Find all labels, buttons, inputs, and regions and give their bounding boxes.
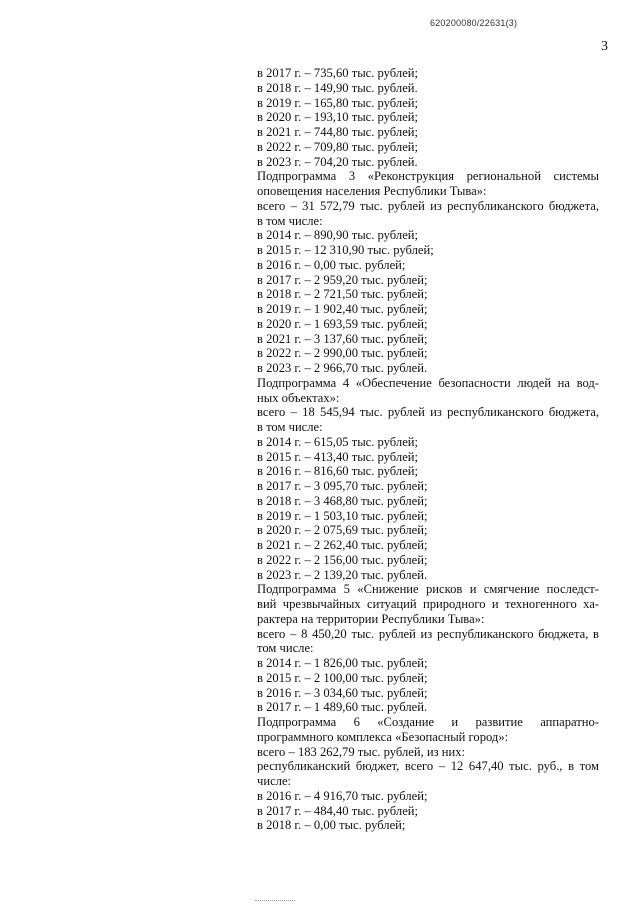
- text-line: в 2022 г. – 709,80 тыс. рублей;: [257, 139, 419, 154]
- text-line: в 2019 г. – 165,80 тыс. рублей;: [257, 95, 419, 110]
- text-line: в 2017 г. – 1 489,60 тыс. рублей.: [257, 700, 428, 715]
- text-line: в 2015 г. – 12 310,90 тыс. рублей;: [257, 243, 434, 257]
- text-line: в 2018 г. – 2 721,50 тыс. рублей;: [257, 287, 428, 302]
- text-line: в 2017 г. – 484,40 тыс. рублей;: [257, 803, 419, 818]
- text-line: Подпрограмма 3 «Реконструкция региональной системы: [257, 169, 599, 184]
- text-line: в 2016 г. – 4 916,70 тыс. рублей;: [257, 788, 428, 803]
- text-line: рактера на территории Республики Тыва»:: [257, 611, 485, 626]
- text-line: всего – 18 545,94 тыс. рублей из республиканского бюджета,: [257, 405, 599, 420]
- text-line: вий чрезвычайных ситуаций природного и техногенного ха-: [257, 597, 599, 611]
- footer-divider: [255, 900, 295, 905]
- text-line: в 2021 г. – 2 262,40 тыс. рублей;: [257, 538, 428, 552]
- text-line: в 2018 г. – 0,00 тыс. рублей;: [257, 818, 406, 833]
- text-line: республиканский бюджет, всего – 12 647,40 тыс. руб., в том: [257, 759, 599, 774]
- document-body: [257, 66, 599, 833]
- text-line: ных объектах»:: [257, 390, 340, 405]
- text-line: в 2016 г. – 0,00 тыс. рублей;: [257, 257, 406, 272]
- text-line: числе:: [257, 774, 292, 788]
- text-line: Подпрограмма 5 «Снижение рисков и смягчение последст-: [257, 582, 599, 597]
- text-line: в 2016 г. – 816,60 тыс. рублей;: [257, 464, 419, 479]
- text-line: в 2021 г. – 3 137,60 тыс. рублей;: [257, 331, 428, 346]
- text-line: всего – 8 450,20 тыс. рублей из республиканского бюджета, в: [257, 626, 599, 641]
- text-line: в 2020 г. – 2 075,69 тыс. рублей;: [257, 523, 428, 538]
- text-line: всего – 183 262,79 тыс. рублей, из них:: [257, 744, 466, 759]
- text-line: в 2022 г. – 2 990,00 тыс. рублей;: [257, 346, 428, 361]
- text-line: в 2014 г. – 890,90 тыс. рублей;: [257, 228, 419, 243]
- text-line: том числе:: [257, 641, 314, 656]
- text-line: в 2017 г. – 2 959,20 тыс. рублей;: [257, 272, 428, 287]
- text-line: в том числе:: [257, 213, 323, 228]
- text-line: в 2022 г. – 2 156,00 тыс. рублей;: [257, 552, 428, 567]
- text-line: в 2020 г. – 1 693,59 тыс. рублей;: [257, 316, 428, 331]
- text-line: Подпрограмма 4 «Обеспечение безопасности людей на вод-: [257, 375, 599, 390]
- text-line: в 2016 г. – 3 034,60 тыс. рублей;: [257, 685, 428, 700]
- text-line: в 2014 г. – 615,05 тыс. рублей;: [257, 434, 419, 449]
- text-line: в 2023 г. – 2 139,20 тыс. рублей.: [257, 567, 428, 582]
- text-line: в 2023 г. – 2 966,70 тыс. рублей.: [257, 361, 428, 375]
- text-line: в том числе:: [257, 420, 323, 434]
- text-line: в 2014 г. – 1 826,00 тыс. рублей;: [257, 656, 428, 670]
- document-id: 620200080/22631(3): [430, 18, 518, 28]
- text-line: в 2015 г. – 413,40 тыс. рублей;: [257, 449, 419, 464]
- text-line: в 2018 г. – 149,90 тыс. рублей.: [257, 80, 418, 95]
- text-line: Подпрограмма 6 «Создание и развитие аппаратно-: [257, 715, 599, 729]
- page-number: 3: [601, 39, 608, 54]
- text-line: в 2017 г. – 735,60 тыс. рублей;: [257, 66, 419, 80]
- text-line: в 2023 г. – 704,20 тыс. рублей.: [257, 154, 418, 169]
- text-line: программного комплекса «Безопасный город»:: [257, 729, 509, 744]
- text-line: в 2020 г. – 193,10 тыс. рублей;: [257, 110, 419, 125]
- text-line: в 2018 г. – 3 468,80 тыс. рублей;: [257, 493, 428, 508]
- text-line: в 2019 г. – 1 503,10 тыс. рублей;: [257, 508, 428, 523]
- text-line: оповещения населения Республики Тыва»:: [257, 184, 487, 198]
- text-line: в 2017 г. – 3 095,70 тыс. рублей;: [257, 479, 428, 493]
- text-line: в 2021 г. – 744,80 тыс. рублей;: [257, 125, 419, 139]
- text-line: в 2019 г. – 1 902,40 тыс. рублей;: [257, 302, 428, 316]
- text-line: всего – 31 572,79 тыс. рублей из республиканского бюджета,: [257, 198, 599, 213]
- text-line: в 2015 г. – 2 100,00 тыс. рублей;: [257, 670, 428, 685]
